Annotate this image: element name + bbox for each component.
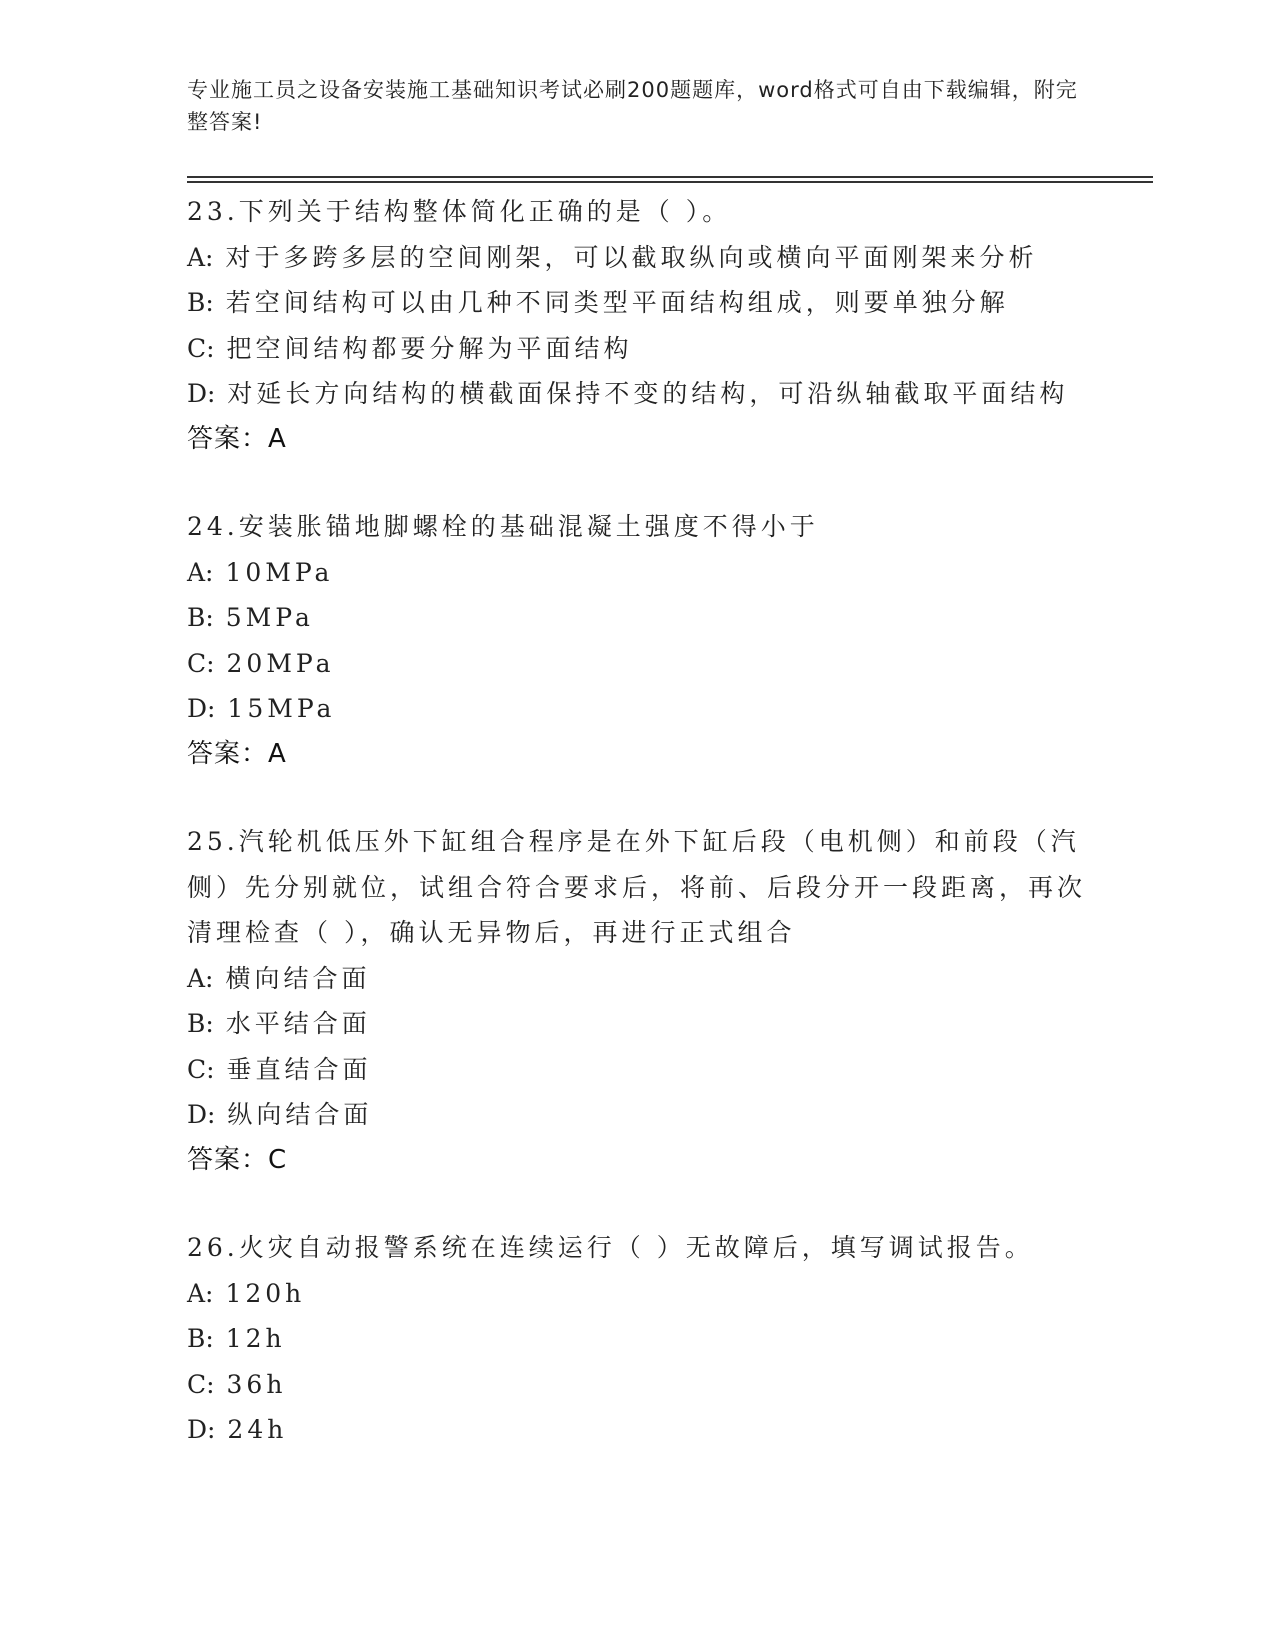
option-a: [187, 956, 1087, 1002]
option-d: [187, 371, 1087, 417]
option-text: 纵向结合面: [227, 1100, 373, 1129]
option-c: [187, 641, 1087, 687]
option-text: 水平结合面: [225, 1009, 371, 1038]
question-list: [187, 189, 1087, 1495]
option-text: 若空间结构可以由几种不同类型平面结构组成，则要单独分解: [225, 288, 1009, 317]
option-label: C:: [187, 333, 215, 363]
option-text: 5MPa: [225, 603, 314, 632]
question-stem: 25.汽轮机低压外下缸组合程序是在外下缸后段（电机侧）和前段（汽侧）先分别就位，试组合符合要求后，将前、后段分开一段距离，再次清理检查（ ），确认无异物后，再进行正式组合: [187, 827, 1087, 947]
option-text: 36h: [226, 1369, 287, 1399]
option-text: 15MPa: [227, 694, 336, 723]
option-text: 横向结合面: [225, 963, 371, 993]
option-label: C:: [187, 648, 215, 678]
option-text: 对延长方向结构的横截面保持不变的结构，可沿纵轴截取平面结构: [227, 379, 1069, 408]
option-label: A:: [187, 242, 214, 272]
answer-line: 答案：C: [187, 1144, 288, 1175]
option-label: D:: [187, 694, 216, 723]
option-label: A:: [187, 557, 214, 587]
answer-line: 答案：A: [187, 738, 287, 769]
question-24: [187, 504, 1087, 777]
option-a: [187, 1271, 1087, 1317]
option-text: 把空间结构都要分解为平面结构: [226, 333, 633, 363]
answer-line: 答案：A: [187, 423, 287, 454]
option-label: B:: [187, 1324, 214, 1353]
option-b: [187, 1316, 1087, 1362]
option-text: 20MPa: [226, 648, 335, 678]
option-text: 10MPa: [225, 557, 334, 587]
option-text: 对于多跨多层的空间刚架，可以截取纵向或横向平面刚架来分析: [225, 242, 1038, 272]
option-text: 120h: [225, 1278, 306, 1308]
option-label: A:: [187, 963, 214, 993]
question-25: [187, 819, 1087, 1183]
option-label: D:: [187, 379, 216, 408]
question-23: [187, 189, 1087, 462]
question-26: [187, 1225, 1087, 1453]
option-text: 垂直结合面: [226, 1054, 372, 1084]
option-text: 24h: [227, 1415, 288, 1444]
option-a: [187, 235, 1087, 281]
option-b: [187, 1001, 1087, 1047]
option-d: [187, 1092, 1087, 1138]
document-header: 专业施工员之设备安装施工基础知识考试必刷200题题库，word格式可自由下载编辑，附完整答案!: [187, 78, 1078, 134]
question-stem: 26.火灾自动报警系统在连续运行（ ）无故障后，填写调试报告。: [187, 1233, 1034, 1262]
option-c: [187, 326, 1087, 372]
option-d: [187, 1407, 1087, 1453]
option-d: [187, 686, 1087, 732]
question-stem: 24.安装胀锚地脚螺栓的基础混凝土强度不得小于: [187, 512, 819, 541]
option-label: C:: [187, 1054, 215, 1084]
option-label: D:: [187, 1100, 216, 1129]
header-divider-top: [187, 176, 1153, 178]
option-b: [187, 595, 1087, 641]
option-label: D:: [187, 1415, 216, 1444]
question-stem: 23.下列关于结构整体简化正确的是（ ）。: [187, 197, 732, 226]
option-b: [187, 280, 1087, 326]
option-text: 12h: [225, 1324, 286, 1353]
option-label: B:: [187, 1009, 214, 1038]
option-label: B:: [187, 288, 214, 317]
header-divider-bottom: [187, 181, 1153, 183]
option-label: B:: [187, 603, 214, 632]
option-c: [187, 1362, 1087, 1408]
option-c: [187, 1047, 1087, 1093]
option-label: A:: [187, 1278, 214, 1308]
option-label: C:: [187, 1369, 215, 1399]
option-a: [187, 550, 1087, 596]
